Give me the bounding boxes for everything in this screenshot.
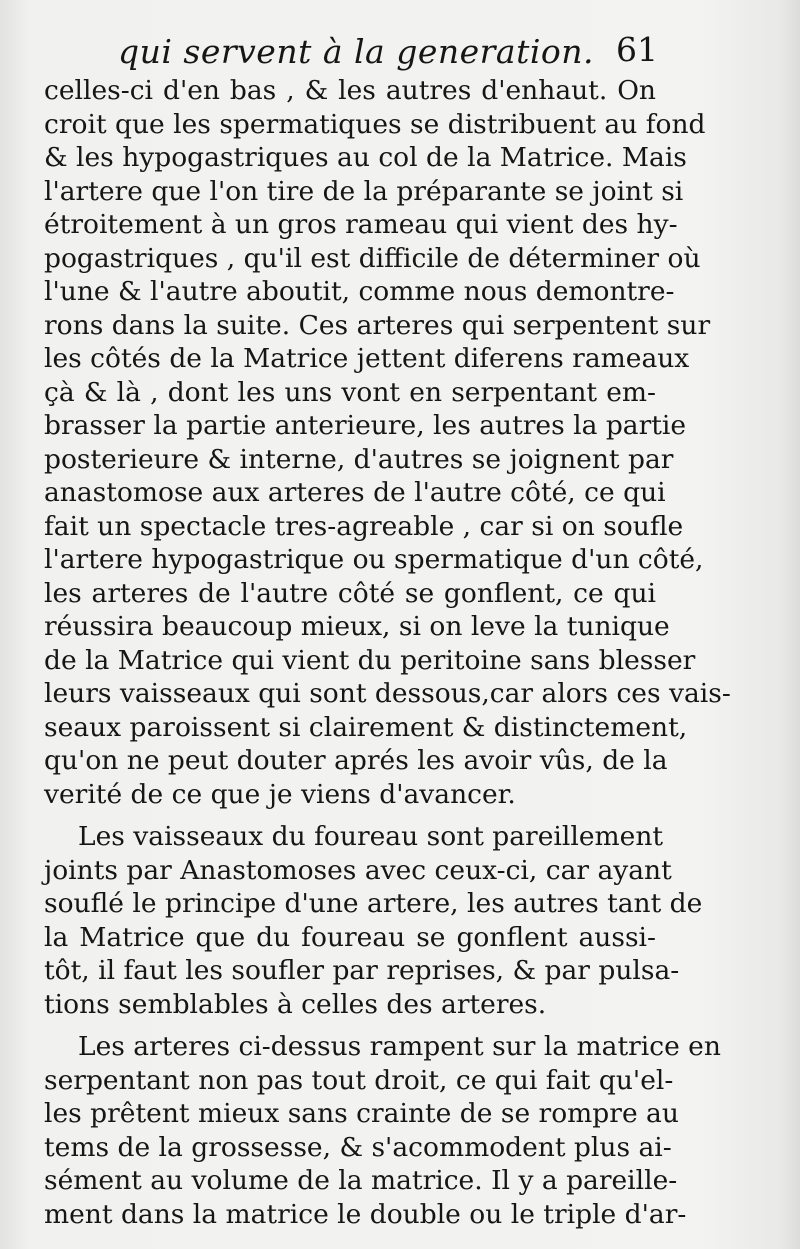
paragraph-1 [44,74,731,811]
text-line: posterieure & interne, d'autres se joignent par [44,443,674,475]
text-line: ment dans la matrice le double ou le triple d'ar- [44,1198,687,1230]
text-line: çà & là , dont les uns vont en serpentant em- [44,376,656,408]
text-line: anastomose aux arteres de l'autre côté, ce qui [44,477,666,508]
text-line: l'artere hypogastrique ou spermatique d'un côté, [44,544,704,575]
text-line: les arteres de l'autre côté se gonflent, ce qui [44,577,656,609]
text-line: tions semblables à celles des arteres. [44,988,547,1020]
paragraph-2 [44,820,703,1021]
paragraph-3 [44,1030,721,1231]
text-line: serpentant non pas tout droit, ce qui fait qu'el- [44,1064,674,1096]
text-line: seaux paroissent si clairement & distinctement, [44,711,688,743]
text-line: pogastriques , qu'il est difficile de déterminer où [44,242,701,274]
text-line: joints par Anastomoses avec ceux-ci, car ayant [44,854,672,886]
text-line: l'une & l'autre aboutit, comme nous demontre- [44,276,675,307]
text-line: celles-ci d'en bas , & les autres d'enhaut. On [44,75,656,106]
text-line: réussira beaucoup mieux, si on leve la tunique [44,611,670,642]
text-line: fait un spectacle tres-agreable , car si on soufle [44,510,684,542]
page-header [118,28,658,78]
running-title: qui servent à la generation. [118,32,595,71]
text-line: de la Matrice qui vient du peritoine sans blesser [44,644,696,676]
text-line: sément au volume de la matrice. Il y a pareille- [44,1165,678,1196]
text-line: verité de ce que je viens d'avancer. [44,778,516,810]
text-line: la Matrice que du foureau se gonflent aussi- [44,921,656,953]
text-line: brasser la partie anterieure, les autres la partie [44,410,687,441]
body-text [44,74,731,1231]
text-line: qu'on ne peut douter aprés les avoir vûs, de la [44,745,668,776]
text-line: étroitement à un gros rameau qui vient des hy- [44,209,678,240]
text-line: tems de la grossesse, & s'acommodent plus ai- [44,1131,672,1163]
text-line: souflé le principe d'une artere, les autres tant de [44,888,703,919]
text-line: tôt, il faut les soufler par reprises, & par pulsa- [44,955,680,986]
page-number: 61 [616,30,658,69]
text-line: croit que les spermatiques se distribuent au fond [44,108,706,140]
text-line: les prêtent mieux sans crainte de se rompre au [44,1098,679,1129]
text-line: l'artere que l'on tire de la préparante se joint si [44,175,684,207]
text-line: & les hypogastriques au col de la Matrice. Mais [44,142,687,173]
text-line: Les vaisseaux du foureau sont pareillement [78,821,664,852]
text-line: leurs vaisseaux qui sont dessous,car alors ces vais- [44,678,731,709]
text-line: rons dans la suite. Ces arteres qui serpentent sur [44,309,711,341]
text-line: les côtés de la Matrice jettent diferens rameaux [44,343,690,374]
text-line: Les arteres ci-dessus rampent sur la matrice en [78,1031,721,1062]
